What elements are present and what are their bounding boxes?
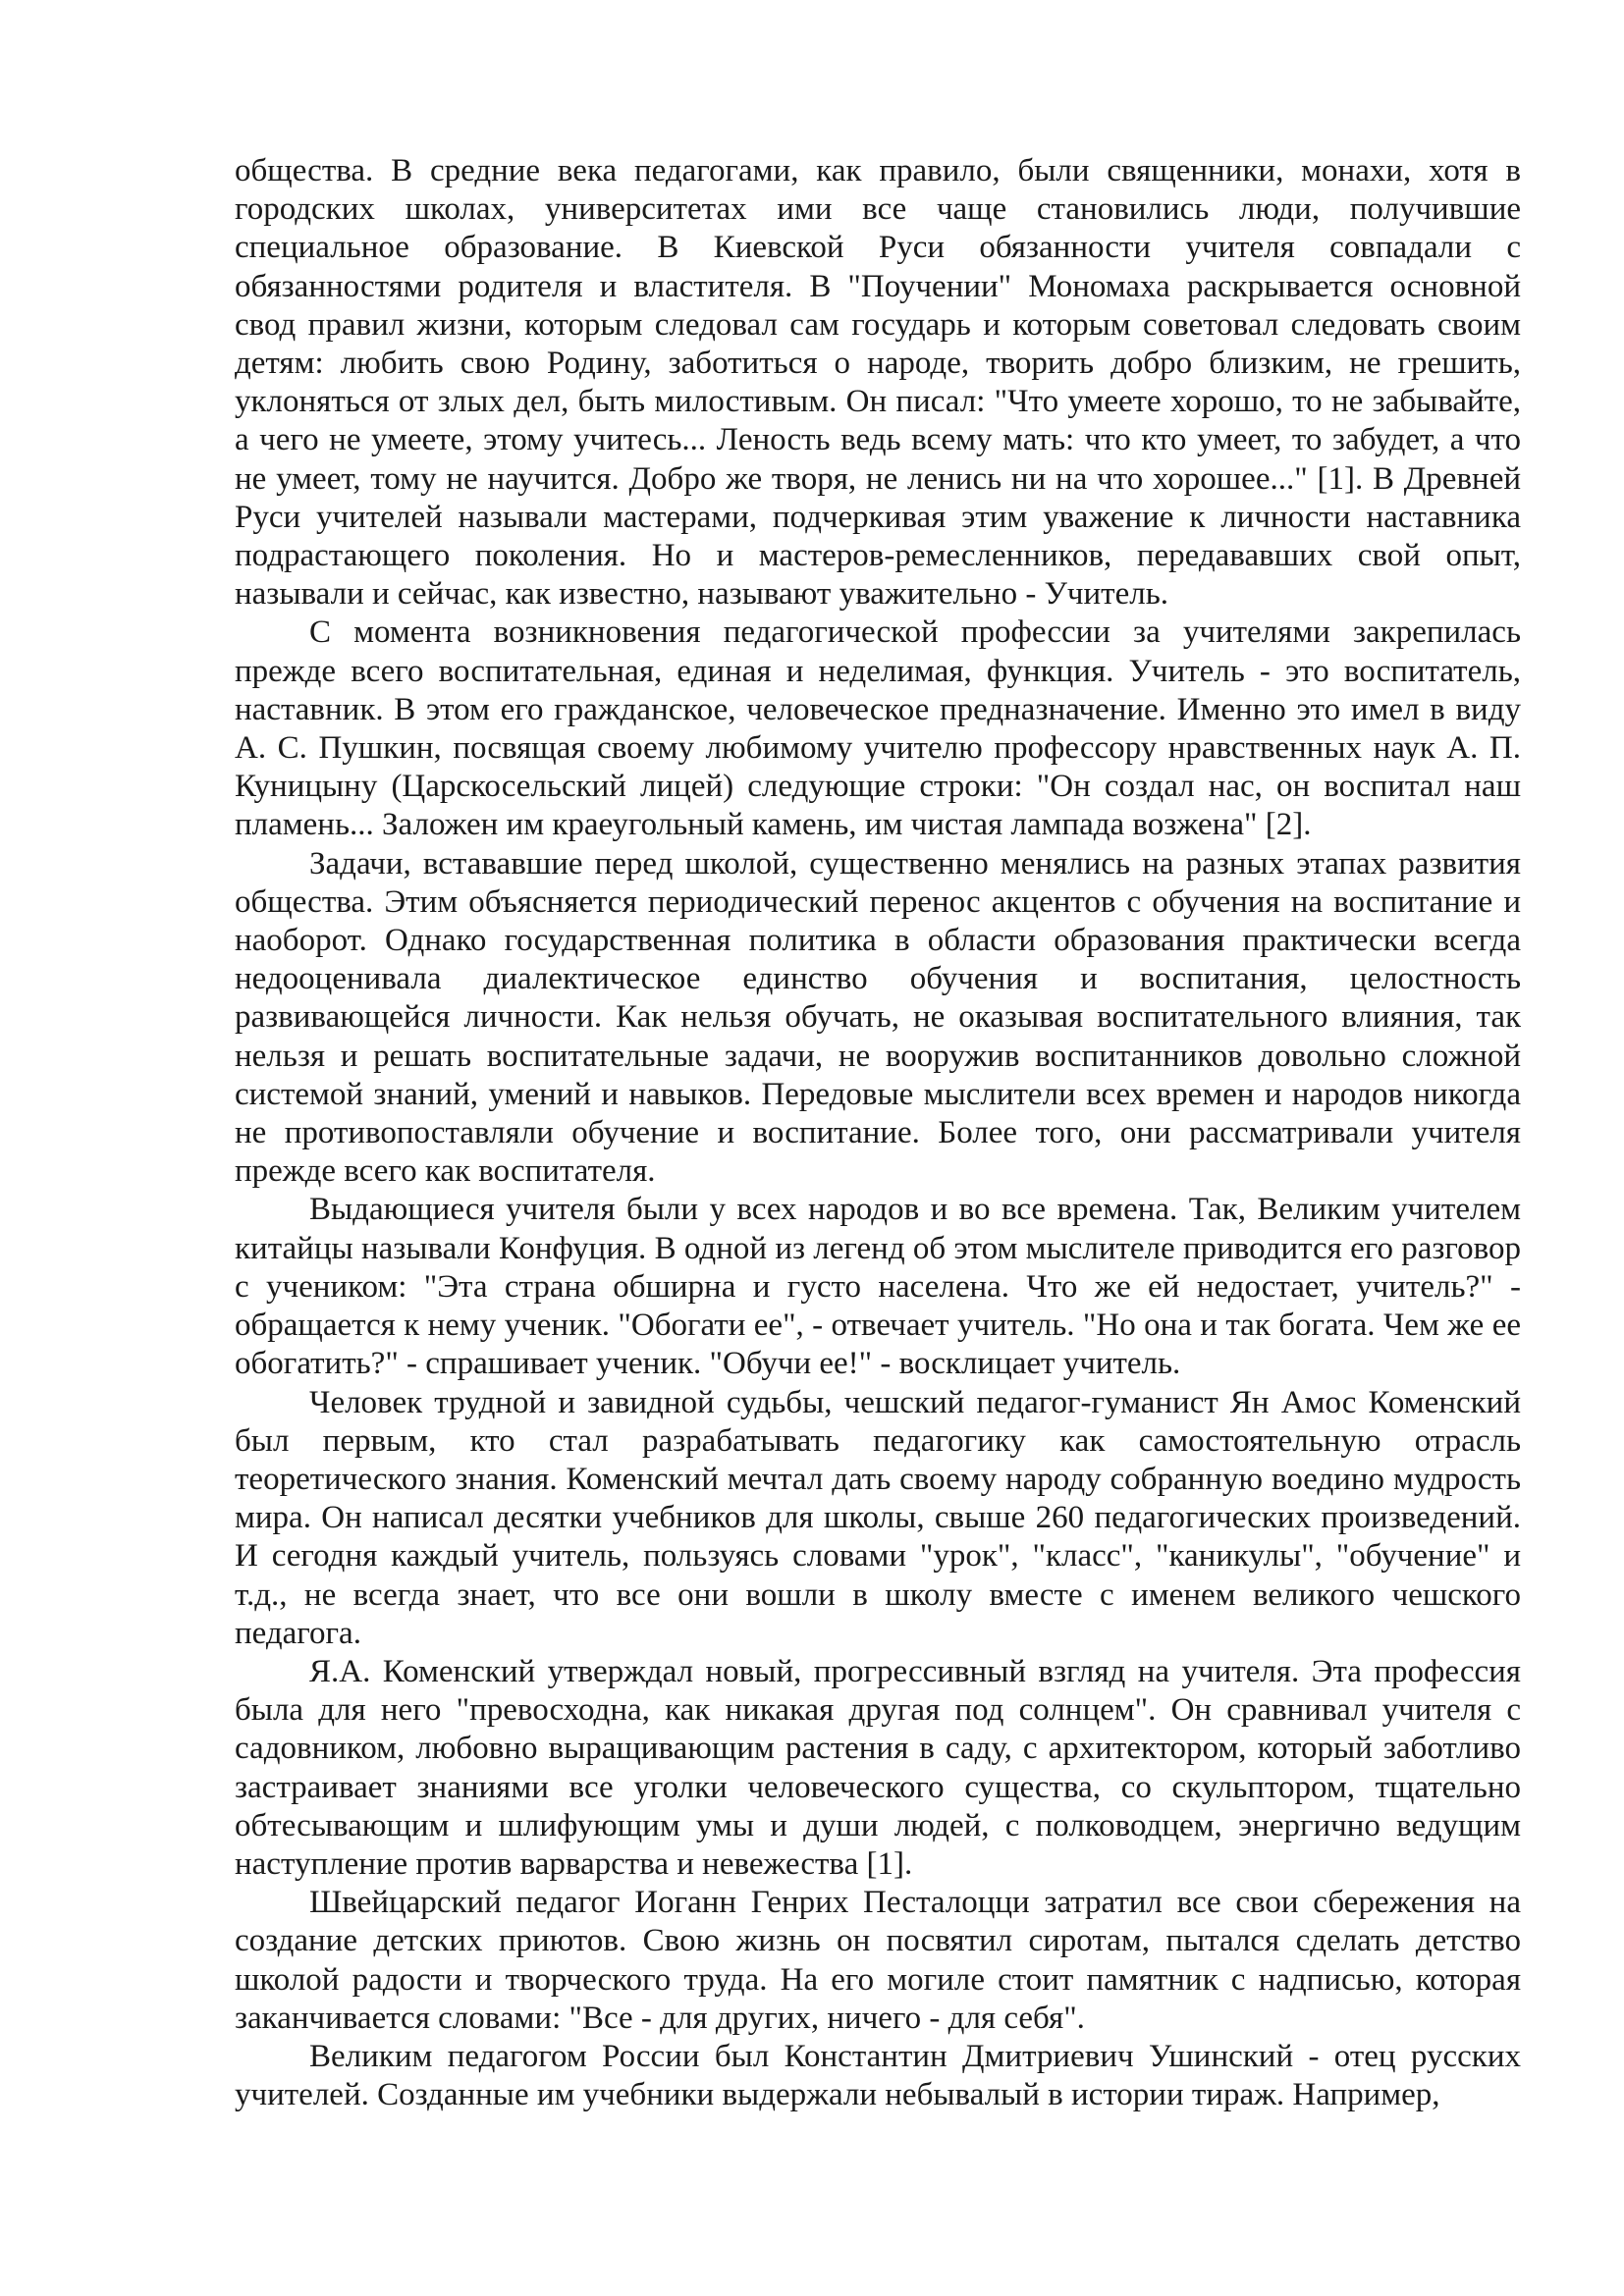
paragraph-teacher-function: С момента возникновения педагогической профессии за учителями закрепилась прежде всего воспитательная, единая и неделимая, функция. Учитель - это воспитатель, наставник. В этом его гражданское, человеческое предназначение. Именно это имел в виду А. С. Пушкин, посвящая своему любимому учителю профессору нравственных наук А. П. Куницыну (Царскосельский лицей) следующие строки: "Он создал нас, он воспитал наш пламень... Заложен им краеугольный камень, им чистая лампада возжена" [2]. xyxy=(235,614,1521,843)
body-text xyxy=(235,152,1521,2114)
paragraph-continuation: общества. В средние века педагогами, как правило, были священники, монахи, хотя в городских школах, университетах ими все чаще становились люди, получившие специальное образование. В Киевской Руси обязанности учителя совпадали с обязанностями родителя и властителя. В "Поучении" Мономаха раскрывается основной свод правил жизни, которым следовал сам государь и которым советовал следовать своим детям: любить свою Родину, заботиться о народе, творить добро близким, не грешить, уклоняться от злых дел, быть милостивым. Он писал: "Что умеете хорошо, то не забывайте, а чего не умеете, этому учитесь... Леность ведь всему мать: что кто умеет, то забудет, а что не умеет, тому не научится. Добро же творя, не ленись ни на что хорошее..." [1]. В Древней Руси учителей называли мастерами, подчеркивая этим уважение к личности наставника подрастающего поколения. Но и мастеров-ремесленников, передававших свой опыт, называли и сейчас, как известно, называют уважительно - Учитель. xyxy=(235,153,1521,613)
paragraph-pestalozzi: Швейцарский педагог Иоганн Генрих Песталоцци затратил все свои сбережения на создание детских приютов. Свою жизнь он посвятил сиротам, пытался сделать детство школой радости и творческого труда. На его могиле стоит памятник с надписью, которая заканчивается словами: "Все - для других, ничего - для себя". xyxy=(235,1885,1521,2036)
paragraph-comenius-view: Я.А. Коменский утверждал новый, прогрессивный взгляд на учителя. Эта профессия была для него "превосходна, как никакая другая под солнцем". Он сравнивал учителя с садовником, любовно выращивающим растения в саду, с архитектором, который заботливо застраивает знаниями все уголки человеческого существа, со скульптором, тщательно обтесывающим и шлифующим умы и души людей, с полководцем, энергично ведущим наступление против варварства и невежества [1]. xyxy=(235,1653,1521,1882)
paragraph-comenius: Человек трудной и завидной судьбы, чешский педагог-гуманист Ян Амос Коменский был первым, кто стал разрабатывать педагогику как самостоятельную отрасль теоретического знания. Коменский мечтал дать своему народу собранную воедино мудрость мира. Он написал десятки учебников для школы, свыше 260 педагогических произведений. И сегодня каждый учитель, пользуясь словами "урок", "класс", "каникулы", "обучение" и т.д., не всегда знает, что все они вошли в школу вместе с именем великого чешского педагога. xyxy=(235,1384,1521,1651)
paragraph-confucius: Выдающиеся учителя были у всех народов и во все времена. Так, Великим учителем китайцы называли Конфуция. В одной из легенд об этом мыслителе приводится его разговор с учеником: "Эта страна обширна и густо населена. Что же ей недостает, учитель?" - обращается к нему ученик. "Обогати ее", - отвечает учитель. "Но она и так богата. Чем же ее обогатить?" - спрашивает ученик. "Обучи ее!" - восклицает учитель. xyxy=(235,1192,1521,1382)
paragraph-ushinsky: Великим педагогом России был Константин Дмитриевич Ушинский - отец русских учителей. Созданные им учебники выдержали небывалый в истории тираж. Например, xyxy=(235,2038,1521,2113)
paragraph-school-tasks: Задачи, встававшие перед школой, существенно менялись на разных этапах развития общества. Этим объясняется периодический перенос акцентов с обучения на воспитание и наоборот. Однако государственная политика в области образования практически всегда недооценивала диалектическое единство обучения и воспитания, целостность развивающейся личности. Как нельзя обучать, не оказывая воспитательного влияния, так нельзя и решать воспитательные задачи, не вооружив воспитанников довольно сложной системой знаний, умений и навыков. Передовые мыслители всех времен и народов никогда не противопоставляли обучение и воспитание. Более того, они рассматривали учителя прежде всего как воспитателя. xyxy=(235,845,1521,1190)
